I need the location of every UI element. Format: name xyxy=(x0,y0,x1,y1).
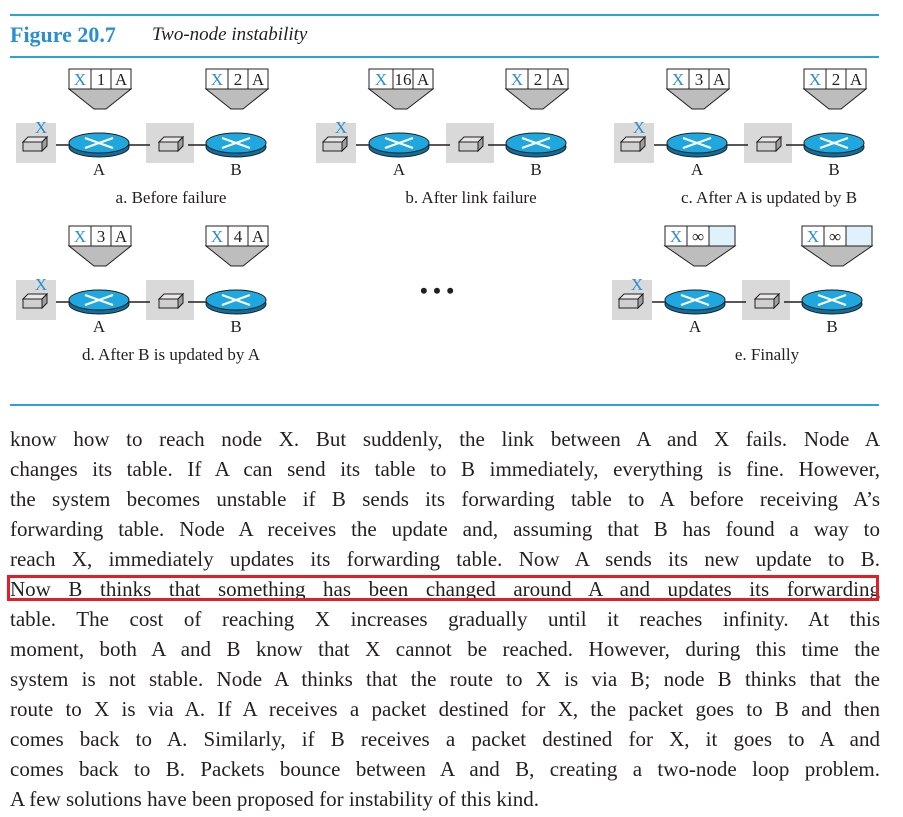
ellipsis: • • • xyxy=(419,278,455,303)
node-b-label: B xyxy=(530,160,542,179)
paragraph-line: moment, both A and B know that X cannot be reached. However, during this time the xyxy=(10,637,880,661)
table-dest: X xyxy=(73,70,87,89)
node-a-label: A xyxy=(92,317,106,336)
table-pointer xyxy=(506,89,568,109)
host-front xyxy=(757,142,776,151)
paragraph-line: table. The cost of reaching X increases gradually until it reaches infinity. At this xyxy=(10,607,880,631)
table-next-hop: A xyxy=(251,70,265,89)
panel-caption: a. Before failure xyxy=(115,188,227,207)
paragraph-line: comes back to B. Packets bounce between A and B, creating a two-node loop problem. xyxy=(10,757,880,781)
host-front xyxy=(621,142,640,151)
host-label: X xyxy=(34,275,48,294)
host-front xyxy=(323,142,342,151)
host-front xyxy=(619,299,638,308)
table-pointer xyxy=(802,246,872,266)
panel-caption: e. Finally xyxy=(734,345,800,364)
node-b-label: B xyxy=(826,317,838,336)
table-next-hop: A xyxy=(712,70,726,89)
host-label: X xyxy=(334,118,348,137)
table-dest: X xyxy=(73,227,87,246)
node-b-label: B xyxy=(828,160,840,179)
figure-number: Figure 20.7 xyxy=(10,22,116,47)
node-b-label: B xyxy=(230,160,242,179)
paragraph-line: the system becomes unstable if B sends its forwarding table to A before receiving A’s xyxy=(10,487,880,511)
table-cost: 16 xyxy=(394,70,412,89)
node-a-label: A xyxy=(690,160,704,179)
body-paragraph xyxy=(10,424,880,814)
paragraph-line: know how to reach node X. But suddenly, the link between A and X fails. Node A xyxy=(10,427,880,451)
table-next-hop: A xyxy=(114,70,128,89)
table-next-hop: A xyxy=(114,227,128,246)
table-next-hop: A xyxy=(251,227,265,246)
panel-c xyxy=(614,69,866,207)
paragraph-line: route to X is via A. If A receives a packet destined for X, the packet goes to B and then xyxy=(10,697,880,721)
panel-b xyxy=(316,69,568,207)
paragraph-line: system is not stable. Node A thinks that the route to X is via B; node B thinks that the xyxy=(10,667,880,691)
table-cell xyxy=(846,226,872,246)
panel-caption: b. After link failure xyxy=(405,188,537,207)
table-pointer xyxy=(206,246,268,266)
table-dest: X xyxy=(669,227,683,246)
node-a-label: A xyxy=(92,160,106,179)
figure-bottom-rule xyxy=(10,404,879,406)
table-pointer xyxy=(369,89,433,109)
paragraph-line: A few solutions have been proposed for instability of this kind. xyxy=(10,787,540,811)
node-b-label: B xyxy=(230,317,242,336)
table-cost: ∞ xyxy=(828,227,842,246)
table-cost: 1 xyxy=(96,70,106,89)
table-dest: X xyxy=(210,227,224,246)
table-pointer xyxy=(667,89,729,109)
panel-caption: d. After B is updated by A xyxy=(81,345,261,364)
panel-d xyxy=(16,226,268,364)
table-cost: 3 xyxy=(96,227,106,246)
table-cell xyxy=(709,226,735,246)
table-dest: X xyxy=(510,70,524,89)
table-cost: 4 xyxy=(233,227,243,246)
table-cost: 3 xyxy=(694,70,704,89)
host-label: X xyxy=(630,275,644,294)
table-next-hop: A xyxy=(551,70,565,89)
paragraph-line: forwarding table. Node A receives the update and, assuming that B has found a way to xyxy=(10,517,880,541)
table-next-hop: A xyxy=(849,70,863,89)
host-front xyxy=(159,142,178,151)
table-next-hop: A xyxy=(416,70,430,89)
table-pointer xyxy=(69,89,131,109)
panel-caption: c. After A is updated by B xyxy=(680,188,858,207)
host-front xyxy=(23,299,42,308)
table-dest: X xyxy=(808,70,822,89)
table-dest: X xyxy=(671,70,685,89)
table-dest: X xyxy=(374,70,388,89)
table-pointer xyxy=(804,89,866,109)
node-a-label: A xyxy=(688,317,702,336)
figure-title: Two-node instability xyxy=(152,24,308,45)
table-pointer xyxy=(206,89,268,109)
host-front xyxy=(23,142,42,151)
table-cost: 2 xyxy=(233,70,243,89)
paragraph-line: comes back to A. Similarly, if B receives a packet destined for X, it goes to A and xyxy=(10,727,880,751)
table-cost: 2 xyxy=(533,70,543,89)
node-a-label: A xyxy=(392,160,406,179)
panel-e xyxy=(612,226,872,364)
table-dest: X xyxy=(210,70,224,89)
table-pointer xyxy=(665,246,735,266)
paragraph-line: reach X, immediately updates its forwarding table. Now A sends its new update to B. xyxy=(10,547,880,571)
paragraph-line: changes its table. If A can send its table to B immediately, everything is fine. However, xyxy=(10,457,880,481)
table-dest: X xyxy=(806,227,820,246)
host-front xyxy=(159,299,178,308)
paragraph-line: Now B thinks that something has been changed around A and updates its forwarding xyxy=(10,577,880,601)
table-cost: 2 xyxy=(831,70,841,89)
host-label: X xyxy=(632,118,646,137)
host-front xyxy=(459,142,478,151)
host-front xyxy=(755,299,774,308)
table-pointer xyxy=(69,246,131,266)
panel-a xyxy=(16,69,268,207)
table-cost: ∞ xyxy=(691,227,705,246)
host-label: X xyxy=(34,118,48,137)
